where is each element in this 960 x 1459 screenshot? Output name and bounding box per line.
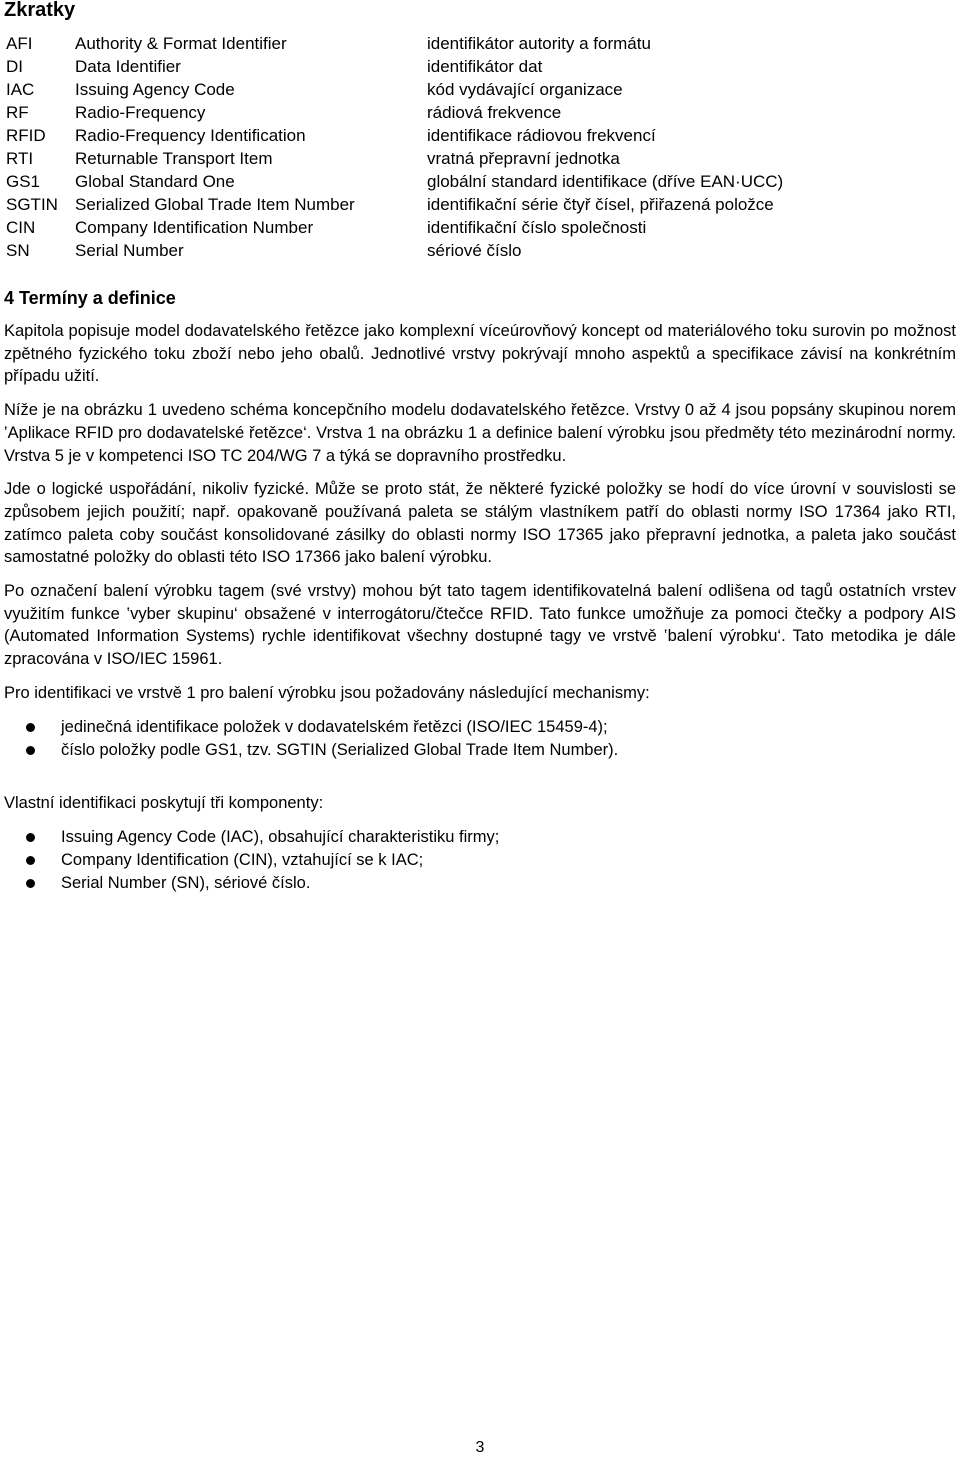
mechanisms-list — [4, 716, 956, 762]
abbreviation-code: SGTIN — [6, 195, 58, 214]
list-item-text: jedinečná identifikace položek v dodavatelském řetězci (ISO/IEC 15459-4); — [61, 717, 608, 736]
list-item — [4, 716, 956, 739]
abbreviations-table — [6, 32, 946, 262]
paragraph: Jde o logické uspořádání, nikoliv fyzické. Může se proto stát, že některé fyzické položky se hodí do více úrovní v souvislosti se způsobem jejich použití; např. opakovaně používaná paleta se stálým vlastníkem patří do oblasti normy ISO 17364 jako RTI, zatímco paleta coby součást konsolidované zásilky do oblasti normy ISO 17365 jako přepravní jednotka, a paleta jako součást samostatné položky do oblasti této ISO 17366 jako balení výrobku. — [4, 480, 956, 567]
abbreviation-row — [6, 147, 946, 170]
abbreviation-czech: identifikace rádiovou frekvencí — [427, 126, 656, 145]
components-list — [4, 826, 956, 895]
section-body — [4, 320, 956, 895]
abbreviations-heading: Zkratky — [4, 0, 76, 21]
abbreviation-row — [6, 193, 946, 216]
list-item — [4, 826, 956, 849]
abbreviation-row — [6, 78, 946, 101]
abbreviation-czech: globální standard identifikace (dříve EAN·UCC) — [427, 172, 784, 191]
paragraph: Pro identifikaci ve vrstvě 1 pro balení výrobku jsou požadovány následující mechanismy: — [4, 683, 650, 702]
list-item-text: Serial Number (SN), sériové číslo. — [61, 874, 311, 893]
abbreviation-row — [6, 239, 946, 262]
list-item — [4, 849, 956, 872]
bullet-dot-icon — [26, 723, 35, 732]
list-item-text: Issuing Agency Code (IAC), obsahující charakteristiku firmy; — [61, 828, 500, 847]
abbreviation-code: GS1 — [6, 172, 41, 191]
abbreviation-row — [6, 124, 946, 147]
abbreviation-czech: identifikátor autority a formátu — [427, 34, 651, 53]
abbreviation-english: Issuing Agency Code — [75, 80, 235, 99]
abbreviation-code: IAC — [6, 80, 35, 99]
section-heading: 4 Termíny a definice — [4, 288, 176, 308]
abbreviation-row — [6, 55, 946, 78]
abbreviation-row — [6, 216, 946, 239]
abbreviation-row — [6, 101, 946, 124]
paragraph: Po označení balení výrobku tagem (své vrstvy) mohou být tato tagem identifikovatelná balení odlišena od tagů ostatních vrstev využitím funkce ‛vyber skupinu‘ obsažené v interrogátoru/čtečce RFID. Tato funkce umožňuje za pomoci čtečky a podpory AIS (Automated Information Systems) rychle identifikovat všechny dostupné tagy ve vrstvě ‛balení výrobku‘. Tato metodika je dále zpracována v ISO/IEC 15961. — [4, 582, 956, 669]
abbreviation-code: AFI — [6, 34, 33, 53]
abbreviation-code: RFID — [6, 126, 46, 145]
list-item-text: číslo položky podle GS1, tzv. SGTIN (Serialized Global Trade Item Number). — [61, 740, 619, 759]
abbreviation-english: Returnable Transport Item — [75, 149, 273, 168]
bullet-dot-icon — [26, 833, 35, 842]
bullet-dot-icon — [26, 746, 35, 755]
abbreviation-code: DI — [6, 57, 23, 76]
abbreviation-english: Data Identifier — [75, 57, 181, 76]
bullet-dot-icon — [26, 856, 35, 865]
list-item-text: Company Identification (CIN), vztahující se k IAC; — [61, 851, 424, 870]
abbreviation-english: Radio-Frequency Identification — [75, 126, 306, 145]
abbreviation-english: Serial Number — [75, 241, 184, 260]
list-item — [4, 872, 956, 895]
page-number: 3 — [475, 1439, 485, 1456]
abbreviation-english: Radio-Frequency — [75, 103, 206, 122]
abbreviation-czech: identifikační série čtyř čísel, přiřazená položce — [427, 195, 774, 214]
abbreviation-czech: rádiová frekvence — [427, 103, 562, 122]
paragraph: Kapitola popisuje model dodavatelského řetězce jako komplexní víceúrovňový koncept od materiálového toku surovin po možnost zpětného fyzického toku zboží nebo jeho obalů. Jednotlivé vrstvy pokrývají mnoho aspektů a specifikace závisí na konkrétním případu užití. — [4, 322, 956, 386]
abbreviation-czech: sériové číslo — [427, 241, 522, 260]
abbreviation-code: RF — [6, 103, 29, 122]
list-item — [4, 739, 956, 762]
abbreviation-czech: identifikátor dat — [427, 57, 543, 76]
abbreviation-czech: kód vydávající organizace — [427, 80, 623, 99]
abbreviation-code: CIN — [6, 218, 36, 237]
abbreviation-english: Global Standard One — [75, 172, 235, 191]
abbreviation-row — [6, 170, 946, 193]
abbreviation-english: Serialized Global Trade Item Number — [75, 195, 355, 214]
abbreviation-row — [6, 32, 946, 55]
abbreviation-czech: vratná přepravní jednotka — [427, 149, 620, 168]
paragraph: Níže je na obrázku 1 uvedeno schéma koncepčního modelu dodavatelského řetězce. Vrstvy 0 až 4 jsou popsány skupinou norem ‛Aplikace RFID pro dodavatelské řetězce‘. Vrstva 1 na obrázku 1 a definice balení výrobku jsou předměty této mezinárodní normy. Vrstva 5 je v kompetenci ISO TC 204/WG 7 a týká se dopravního prostředku. — [4, 401, 956, 465]
abbreviation-english: Company Identification Number — [75, 218, 314, 237]
abbreviation-english: Authority & Format Identifier — [75, 34, 287, 53]
components-intro: Vlastní identifikaci poskytují tři komponenty: — [4, 793, 324, 812]
bullet-dot-icon — [26, 879, 35, 888]
abbreviation-code: RTI — [6, 149, 34, 168]
abbreviation-czech: identifikační číslo společnosti — [427, 218, 647, 237]
abbreviation-code: SN — [6, 241, 30, 260]
